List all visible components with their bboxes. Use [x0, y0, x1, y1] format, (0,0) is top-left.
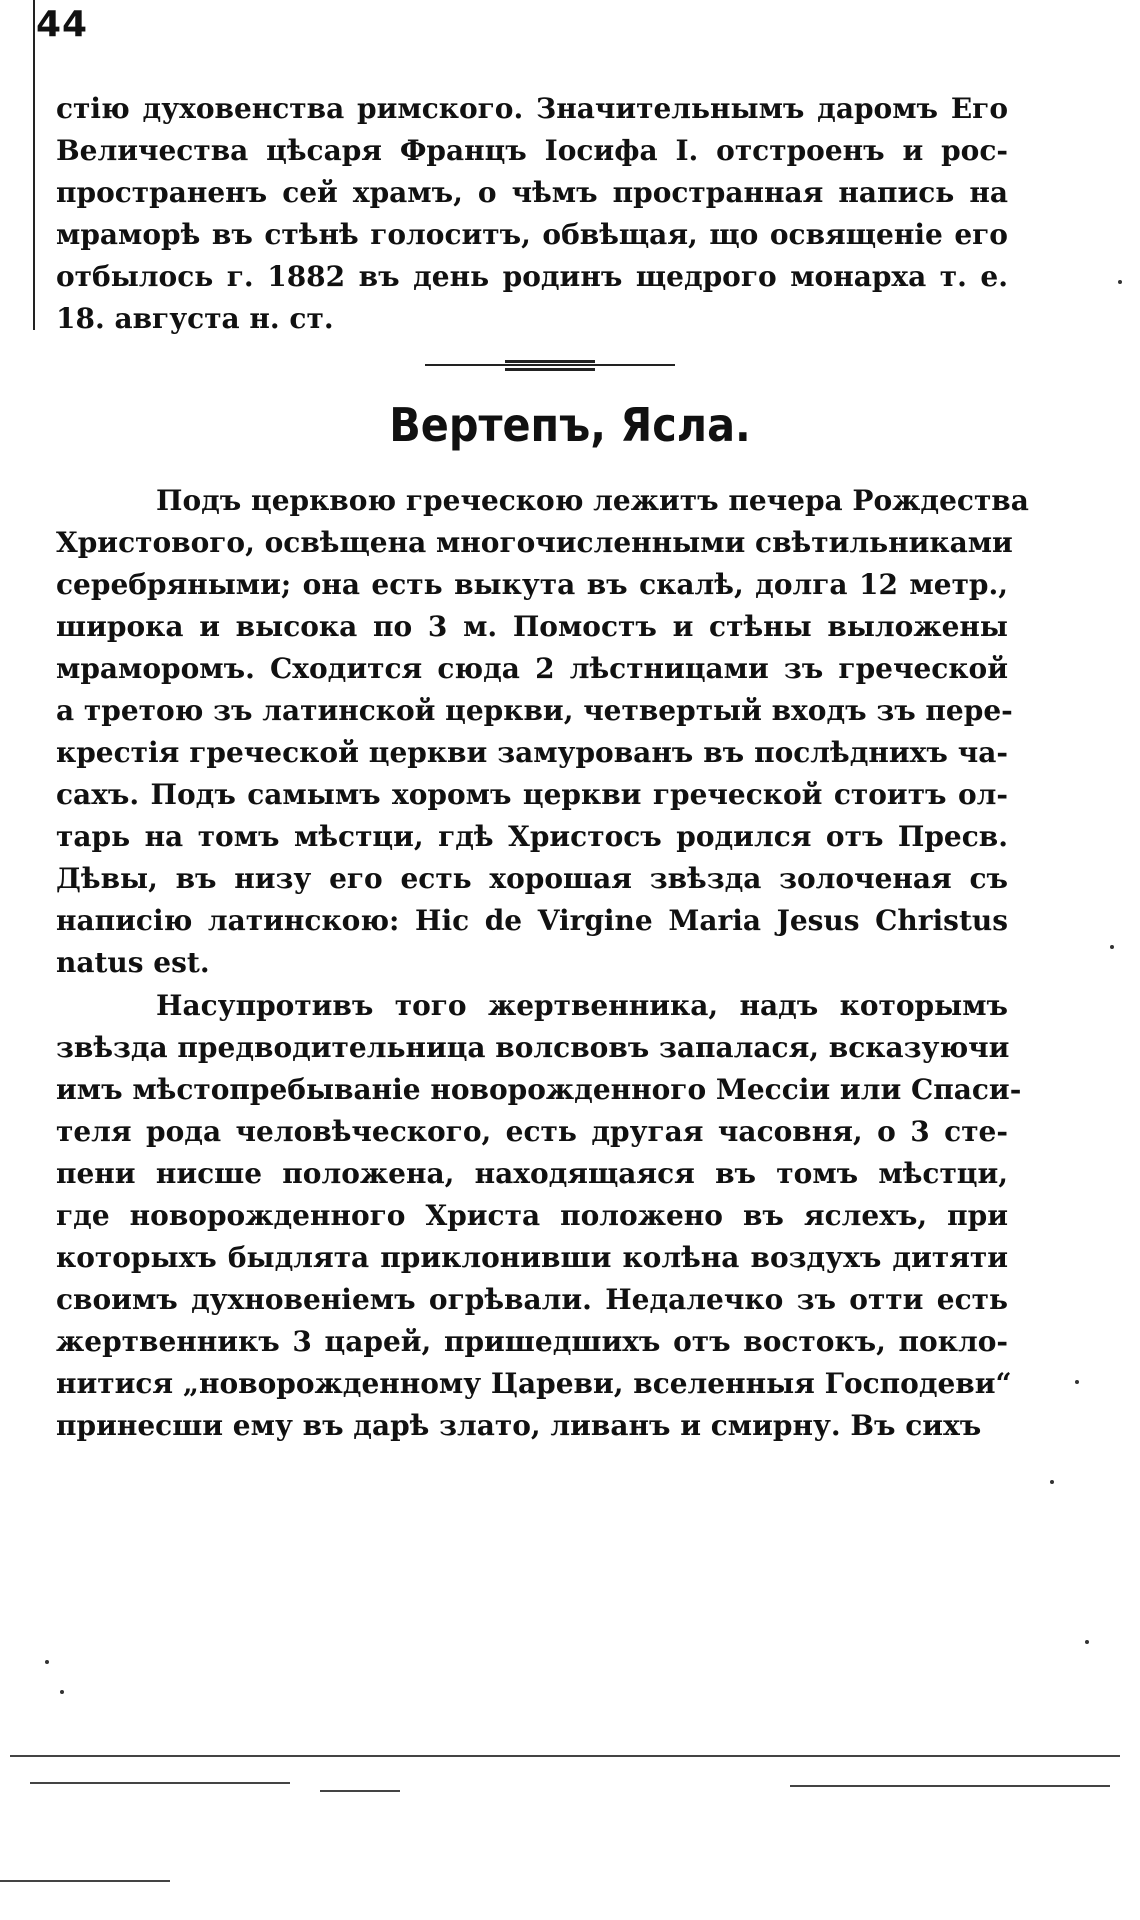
scan-rule-top — [10, 1755, 1120, 1757]
scan-speck — [45, 1660, 49, 1664]
text-line: Величества цѣсаря Францъ Іосифа I. отстроенъ и рос- — [56, 134, 1008, 167]
scan-rule-segment — [790, 1785, 1110, 1787]
scan-speck — [1085, 1640, 1089, 1644]
paragraph-1 — [56, 480, 1029, 984]
text-line: пени нисше положена, находящаяся въ томъ мѣстци, — [56, 1157, 1008, 1190]
text-line: нитися „новорожденному Цареви, вселенныя Господеви“ — [56, 1367, 1012, 1400]
paragraph-top — [56, 88, 1008, 340]
scan-speck — [1075, 1380, 1079, 1384]
text-line: крестія греческой церкви замурованъ въ послѣднихъ ча- — [56, 736, 1008, 769]
scan-speck — [60, 1690, 64, 1694]
text-line: своимъ духновеніемъ огрѣвали. Недалечко зъ отти есть — [56, 1283, 1008, 1316]
text-line: написію латинскою: Hic de Virgine Maria Jesus Christus — [56, 904, 1008, 937]
text-line: где новорожденного Христа положено въ яслехъ, при — [56, 1199, 1008, 1232]
scan-rule-segment — [320, 1790, 400, 1792]
text-line: мраморѣ въ стѣнѣ голоситъ, обвѣщая, що освященіе его — [56, 218, 1008, 251]
text-line: Христового, освѣщена многочисленными свѣтильниками — [56, 526, 1013, 559]
text-line: пространенъ сей храмъ, о чѣмъ пространная напись на — [56, 176, 1008, 209]
text-line: серебряными; она есть выкута въ скалѣ, долга 12 метр., — [56, 568, 1008, 601]
text-line: звѣзда предводительница волсвовъ запалася, всказуючи — [56, 1031, 1010, 1064]
text-line: имъ мѣстопребываніе новорожденного Мессіи или Спаси- — [56, 1073, 1022, 1106]
scan-rule-bottom — [0, 1880, 170, 1882]
left-margin-rule — [33, 0, 35, 330]
text-line: широка и высока по 3 м. Помостъ и стѣны выложены — [56, 610, 1008, 643]
scan-rule-segment — [30, 1782, 290, 1784]
text-line: а третою зъ латинской церкви, четвертый входъ зъ пере- — [56, 694, 1013, 727]
text-line: мраморомъ. Сходится сюда 2 лѣстницами зъ греческой — [56, 652, 1008, 685]
text-line: отбылось г. 1882 въ день родинъ щедрого монарха т. е. — [56, 260, 1008, 293]
scan-speck — [1118, 280, 1122, 284]
text-line: Подъ церквою греческою лежитъ печера Рождества — [156, 484, 1029, 517]
text-line: принесши ему въ дарѣ злато, ливанъ и смирну. Въ сихъ — [56, 1409, 982, 1442]
text-line: Насупротивъ того жертвенника, надъ которымъ — [156, 989, 1008, 1022]
scan-speck — [1110, 945, 1114, 949]
text-line: Дѣвы, въ низу его есть хорошая звѣзда золоченая съ — [56, 862, 1008, 895]
scan-speck — [1050, 1480, 1054, 1484]
section-divider — [425, 358, 675, 372]
page-number: 44 — [36, 4, 89, 45]
text-line: которыхъ быдлята приклонивши колѣна воздухъ дитяти — [56, 1241, 1008, 1274]
text-line: стію духовенства римского. Значительнымъ даромъ Его — [56, 92, 1008, 125]
text-line: теля рода человѣческого, есть другая часовня, о 3 сте- — [56, 1115, 1008, 1148]
text-line: тарь на томъ мѣстци, гдѣ Христосъ родился отъ Пресв. — [56, 820, 1008, 853]
text-line: сахъ. Подъ самымъ хоромъ церкви греческой стоитъ ол- — [56, 778, 1008, 811]
text-line: жертвенникъ 3 царей, пришедшихъ отъ востокъ, покло- — [56, 1325, 1008, 1358]
section-title: Вертепъ, Ясла. — [389, 398, 751, 452]
text-line: natus est. — [56, 946, 210, 979]
paragraph-2 — [56, 985, 1022, 1447]
text-line: 18. августа н. ст. — [56, 302, 334, 335]
